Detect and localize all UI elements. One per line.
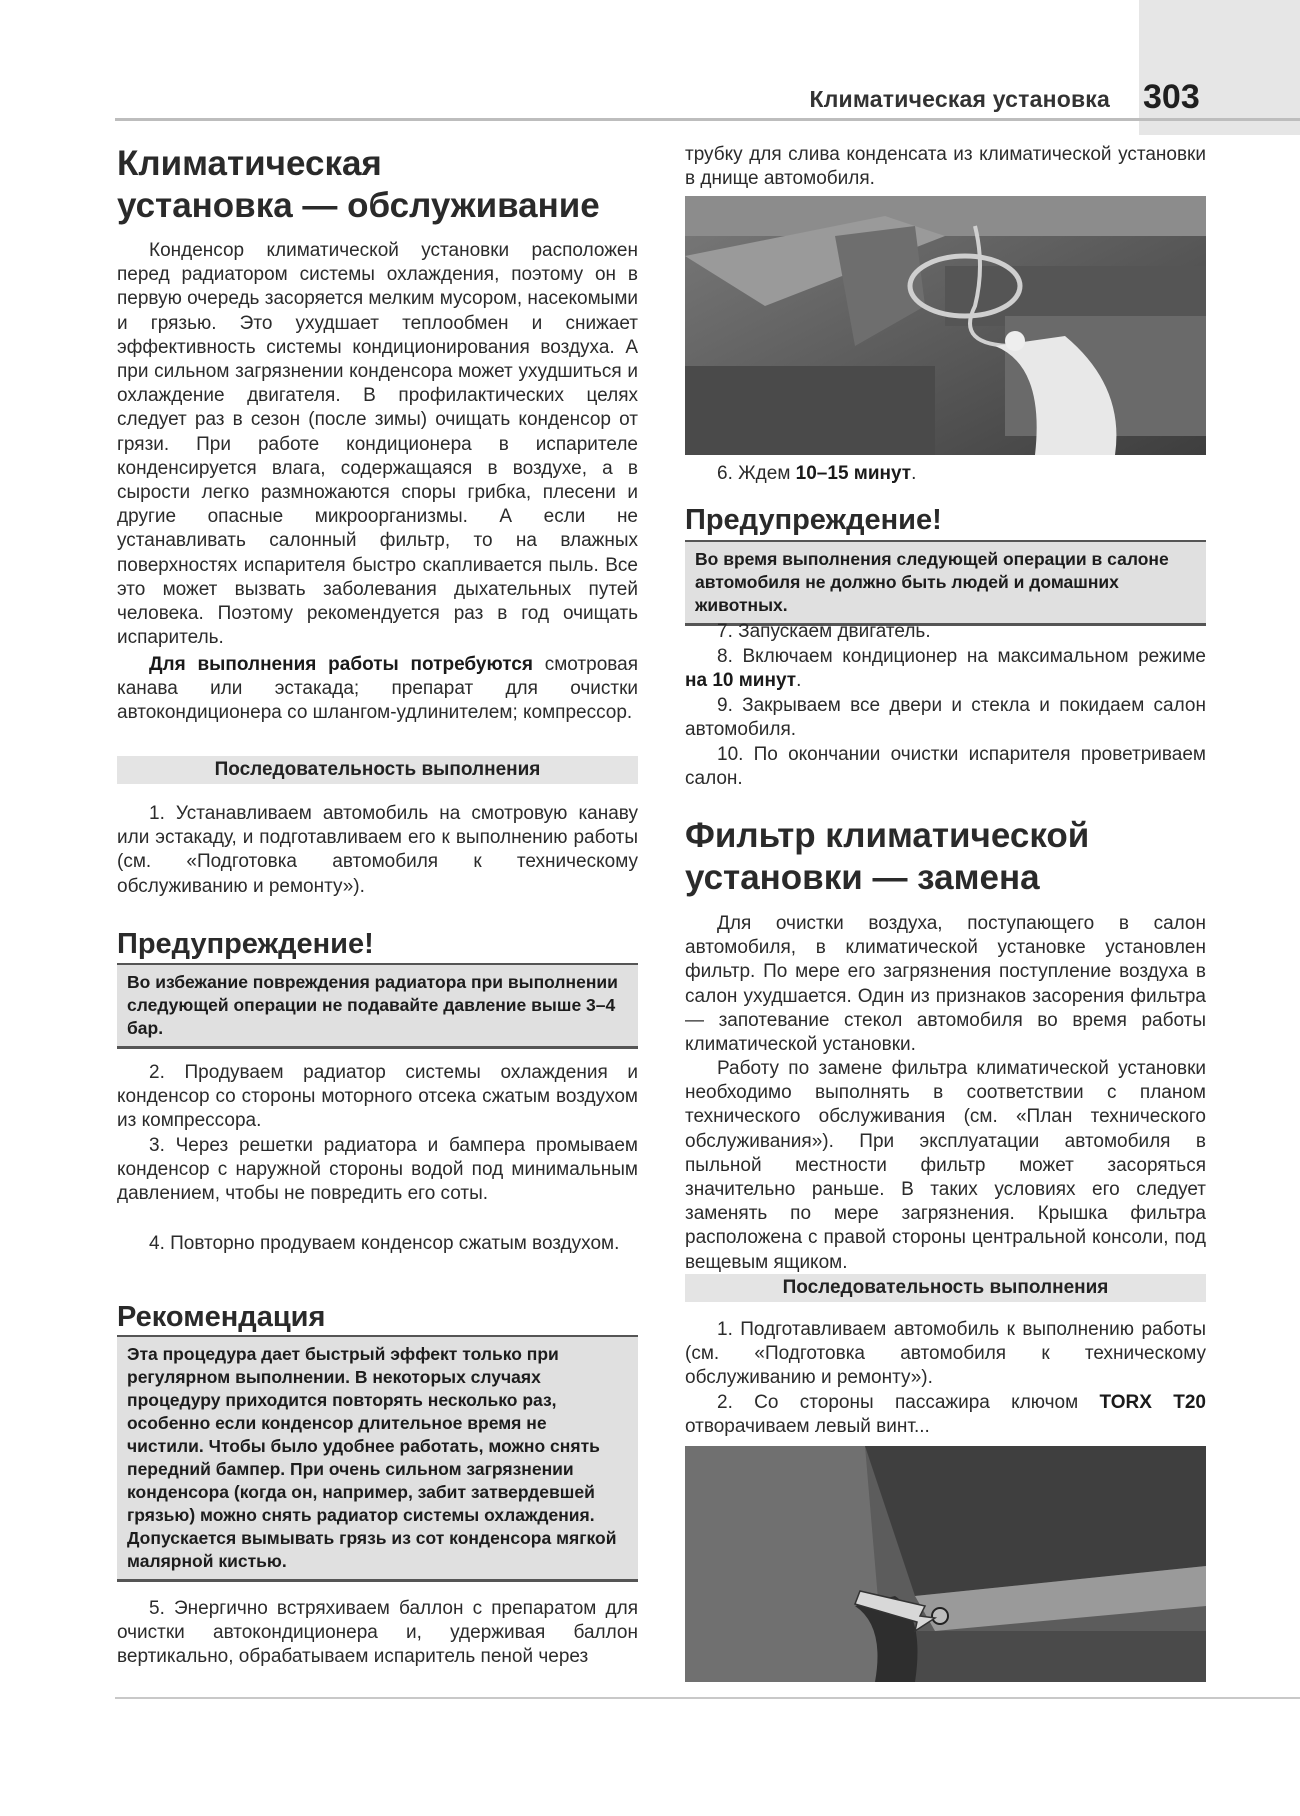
step-4: 4. Повторно продуваем конденсор сжатым воздухом. xyxy=(149,1233,620,1254)
section-title-line1: Климатическая xyxy=(117,144,382,183)
filter-paragraph-1: Для очистки воздуха, поступающего в салон автомобиля, в климатической установке установлен фильтр. По мере его загрязнения поступление воздуха в салон ухудшается. Один из признаков засорения фильтра — запотевание стекол автомобиля во время работы климатической установки. xyxy=(685,913,1206,1056)
filter-step-2-bold: TORX T20 xyxy=(1099,1392,1206,1413)
step-8-bold: на 10 минут xyxy=(685,670,797,692)
step-8-suffix: . xyxy=(796,670,802,692)
warning-title: Предупреждение! xyxy=(117,928,374,960)
step-8 xyxy=(685,645,1206,693)
filter-step-2 xyxy=(685,1391,1206,1439)
underbody-photo-illustration xyxy=(685,196,1206,455)
sequence-header-2: Последовательность выполнения xyxy=(685,1274,1206,1302)
continuation-paragraph: трубку для слива конденсата из климатической установки в днище автомобиля. xyxy=(685,144,1206,190)
header-rule xyxy=(115,118,1300,121)
filter-step-2-suffix: отворачиваем левый винт... xyxy=(685,1416,930,1438)
running-header: Климатическая установка xyxy=(809,86,1110,112)
step-5: 5. Энергично встряхиваем баллон с препаратом для очистки автокондиционера и, удерживая баллон вертикально, обрабатываем испаритель пеной через xyxy=(117,1598,638,1668)
step-6 xyxy=(685,462,1206,486)
filter-paragraph-2: Работу по замене фильтра климатической установки необходимо выполнять в соответствии с планом технического обслуживания (см. «План технического обслуживания»). При эксплуатации автомобиля в пыльной местности фильтр может засоряться значительно раньше. В таких условиях его следует заменять по мере загрязнения. Крышка фильтра расположена с правой стороны центральной консоли, под вещевым ящиком. xyxy=(685,1058,1206,1273)
section-title-2-line2: установки — замена xyxy=(685,858,1040,897)
filter-step-2-prefix: 2. Со стороны пассажира ключом xyxy=(717,1392,1100,1413)
filter-step-1: 1. Подготавливаем автомобиль к выполнению работы (см. «Подготовка автомобиля к техническому обслуживанию и ремонту»). xyxy=(685,1319,1206,1389)
warning-box: Во избежание повреждения радиатора при выполнении следующей операции не подавайте давление выше 3–4 бар. xyxy=(117,963,638,1049)
warning-title-2: Предупреждение! xyxy=(685,504,942,536)
section-title-2 xyxy=(685,815,1089,899)
recommendation-box: Эта процедура дает быстрый эффект только при регулярном выполнении. В некоторых случаях процедуру приходится повторять несколько раз, особенно если конденсор длительное время не чистили. Чтобы было удобнее работать, можно снять передний бампер. При очень сильном загрязнении конденсора (когда он, например, забит затвердевшей грязью) можно снять радиатор системы охлаждения. Допускается вымывать грязь из сот конденсора мягкой малярной кистью. xyxy=(117,1335,638,1582)
step-2: 2. Продуваем радиатор системы охлаждения и конденсор со стороны моторного отсека сжатым воздухом из компрессора. xyxy=(117,1062,638,1132)
step-6-suffix: . xyxy=(911,463,917,484)
step-8-prefix: 8. Включаем кондиционер на максимальном режиме xyxy=(717,646,1206,667)
sequence-header: Последовательность выполнения xyxy=(117,756,638,784)
step-1: 1. Устанавливаем автомобиль на смотровую канаву или эстакаду, и подготавливаем его к выполнению работы (см. «Подготовка автомобиля к техническому обслуживанию и ремонту»). xyxy=(117,803,638,897)
tools-paragraph xyxy=(117,653,638,726)
glovebox-photo-illustration xyxy=(685,1446,1206,1682)
section-title-line2: установка — обслуживание xyxy=(117,186,600,225)
step-10: 10. По окончании очистки испарителя проветриваем салон. xyxy=(685,744,1206,790)
warning-box-2: Во время выполнения следующей операции в салоне автомобиля не должно быть людей и домашних животных. xyxy=(685,540,1206,626)
footer-rule xyxy=(115,1697,1300,1699)
page-number: 303 xyxy=(1143,78,1200,116)
step-9: 9. Закрываем все двери и стекла и покидаем салон автомобиля. xyxy=(685,695,1206,741)
recommendation-title: Рекомендация xyxy=(117,1301,326,1333)
step-6-prefix: 6. Ждем xyxy=(717,463,796,484)
step-3: 3. Через решетки радиатора и бампера промываем конденсор с наружной стороны водой под минимальным давлением, чтобы не повредить его соты. xyxy=(117,1135,638,1205)
section-title-2-line1: Фильтр климатической xyxy=(685,816,1090,855)
underbody-photo xyxy=(685,196,1206,455)
step-7: 7. Запускаем двигатель. xyxy=(717,621,931,642)
section-title xyxy=(117,143,600,227)
tools-rest: смотровая канава или эстакада; препарат для очистки автокондиционера со шлангом-удлинителем; компрессор. xyxy=(117,654,638,724)
step-6-bold: 10–15 минут xyxy=(795,463,912,484)
tools-bold: Для выполнения работы потребуются xyxy=(149,654,533,675)
glovebox-photo xyxy=(685,1446,1206,1682)
intro-paragraph: Конденсор климатической установки расположен перед радиатором системы охлаждения, поэтому он в первую очередь засоряется мелким мусором, насекомыми и грязью. Это ухудшает теплообмен и снижает эффективность системы кондиционирования воздуха. А при сильном загрязнении конденсора может ухудшиться и охлаждение двигателя. В профилактических целях следует раз в сезон (после зимы) очищать конденсор от грязи. При работе кондиционера в испарителе конденсируется влага, содержащаяся в воздухе, а в сырости легко размножаются споры грибка, плесени и другие опасные микроорганизмы. А если не устанавливать салонный фильтр, то на влажных поверхностях испарителя быстро скапливается пыль. Все это может вызвать заболевания дыхательных путей человека. Поэтому рекомендуется раз в год очищать испаритель. xyxy=(117,240,638,649)
